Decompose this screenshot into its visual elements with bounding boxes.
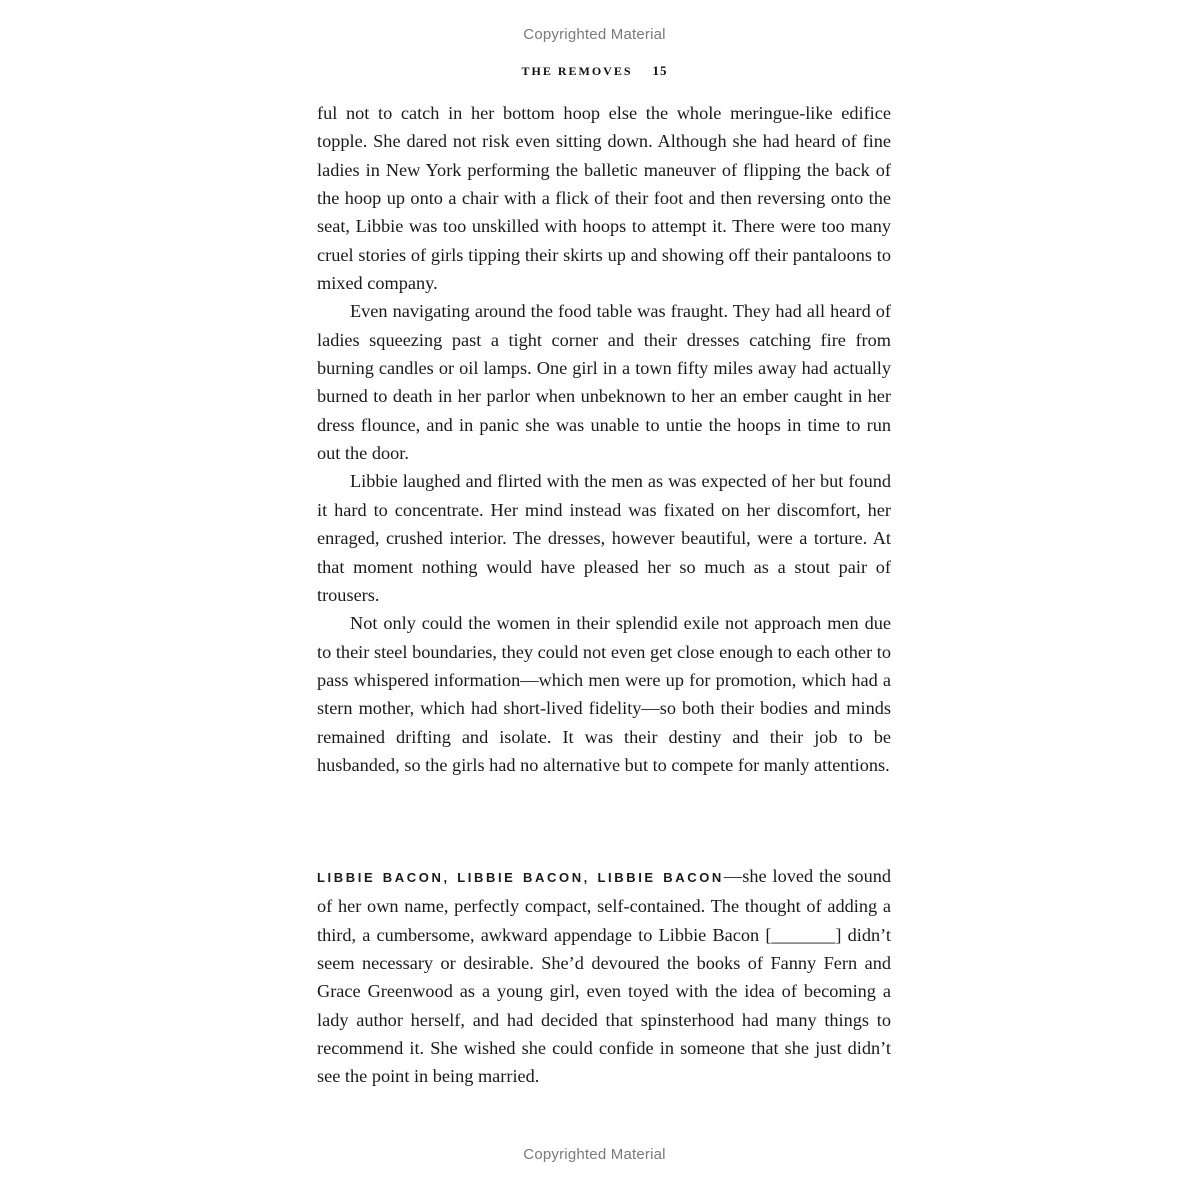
running-head bbox=[0, 63, 1189, 79]
section-lead-in: LIBBIE BACON, LIBBIE BACON, LIBBIE BACON bbox=[317, 870, 724, 885]
section-paragraph bbox=[317, 862, 891, 1091]
section-break-text bbox=[317, 862, 891, 1091]
body-text bbox=[317, 99, 891, 779]
copyright-watermark-top: Copyrighted Material bbox=[523, 26, 666, 43]
paragraph-4: Not only could the women in their splendid exile not approach men due to their steel boundaries, they could not even get close enough to each other to pass whispered information—which men were up for promotion, which had a stern mother, which had short-lived fidelity—so both their bodies and minds remained drifting and isolate. It was their destiny and their job to be husbanded, so the girls had no alternative but to compete for manly attentions. bbox=[317, 613, 891, 775]
copyright-watermark-bottom: Copyrighted Material bbox=[523, 1146, 666, 1163]
page-number: 15 bbox=[652, 63, 668, 78]
paragraph-3: Libbie laughed and flirted with the men as was expected of her but found it hard to concentrate. Her mind instead was fixated on her discomfort, her enraged, crushed interior. The dresses, however beautiful, were a torture. At that moment nothing would have pleased her so much as a stout pair of trousers. bbox=[317, 471, 891, 605]
section-body: —she loved the sound of her own name, perfectly compact, self-contained. The thought of adding a third, a cumbersome, awkward appendage to Libbie Bacon [_______] didn’t seem necessary or desirable. She’d devoured the books of Fanny Fern and Grace Greenwood as a young girl, even toyed with the idea of becoming a lady author herself, and had decided that spinsterhood had many things to recommend it. She wished she could confide in someone that she just didn’t see the point in being married. bbox=[317, 866, 891, 1087]
running-head-title: THE REMOVES bbox=[521, 64, 633, 78]
paragraph-2: Even navigating around the food table was fraught. They had all heard of ladies squeezing past a tight corner and their dresses catching fire from burning candles or oil lamps. One girl in a town fifty miles away had actually burned to death in her parlor when unbeknown to her an ember caught in her dress flounce, and in panic she was unable to untie the hoops in time to run out the door. bbox=[317, 301, 891, 464]
paragraph-1: ful not to catch in her bottom hoop else the whole meringue-like edifice topple. She dared not risk even sitting down. Although she had heard of fine ladies in New York performing the balletic maneuver of flipping the back of the hoop up onto a chair with a flick of their foot and then reversing onto the seat, Libbie was too unskilled with hoops to attempt it. There were too many cruel stories of girls tipping their skirts up and showing off their pantaloons to mixed company. bbox=[317, 103, 891, 294]
